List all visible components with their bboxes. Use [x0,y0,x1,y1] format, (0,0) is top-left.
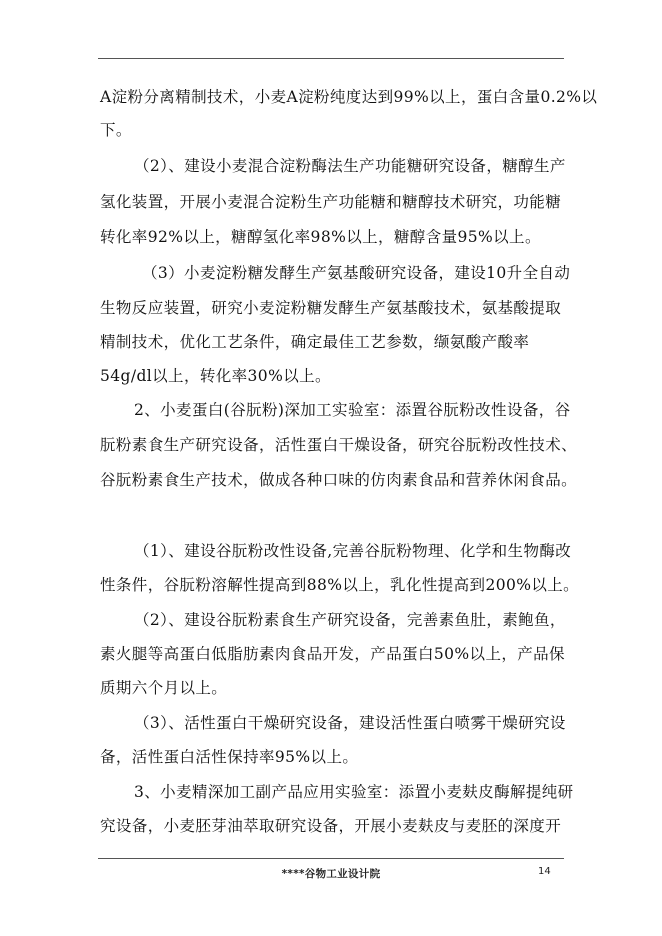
body-line: （2）、建设谷朊粉素食生产研究设备，完善素鱼肚，素鲍鱼， [134,611,566,629]
body-line: 质期六个月以上。 [100,679,228,697]
body-line: 下。 [100,121,132,139]
body-line: 性条件，谷朊粉溶解性提高到88%以上，乳化性提高到200%以上。 [100,576,580,594]
body-line: A淀粉分离精制技术，小麦A淀粉纯度达到99%以上，蛋白含量0.2%以 [100,88,598,106]
body-line: 备，活性蛋白活性保持率95%以上。 [100,748,359,766]
body-line: （3）、活性蛋白干燥研究设备，建设活性蛋白喷雾干燥研究设 [134,714,566,732]
body-line: 3、小麦精深加工副产品应用实验室：添置小麦麸皮酶解提纯研 [134,783,574,801]
footer-institute: ****谷物工业设计院 [281,868,381,880]
body-line: 生物反应装置，研究小麦淀粉糖发酵生产氨基酸技术，氨基酸提取 [100,299,562,317]
body-line: 氢化装置，开展小麦混合淀粉生产功能糖和糖醇技术研究，功能糖 [100,193,562,211]
header-rule [98,58,564,59]
body-line: （1）、建设谷朊粉改性设备,完善谷朊粉物理、化学和生物酶改 [134,542,572,560]
page-number: 14 [538,866,551,877]
body-line: 朊粉素食生产研究设备，活性蛋白干燥设备，研究谷朊粉改性技术、 [100,436,578,454]
body-line: 转化率92%以上，糖醇氢化率98%以上，糖醇含量95%以上。 [100,228,541,246]
body-line: 谷朊粉素食生产技术，做成各种口味的仿肉素食品和营养休闲食品。 [100,471,578,489]
body-line: 素火腿等高蛋白低脂肪素肉食品开发，产品蛋白50%以上，产品保 [100,645,565,663]
footer-rule [98,858,564,859]
body-line: （3）小麦淀粉糖发酵生产氨基酸研究设备，建设10升全自动 [142,264,571,282]
body-line: 究设备，小麦胚芽油萃取研究设备，开展小麦麸皮与麦胚的深度开 [100,817,562,835]
body-line: 54g/dl以上，转化率30%以上。 [100,367,331,385]
body-line: 2、小麦蛋白(谷朊粉)深加工实验室：添置谷朊粉改性设备，谷 [134,401,571,419]
body-line: （2）、建设小麦混合淀粉酶法生产功能糖研究设备，糖醇生产 [134,157,566,175]
body-line: 精制技术，优化工艺条件，确定最佳工艺参数，缬氨酸产酸率 [100,333,530,351]
